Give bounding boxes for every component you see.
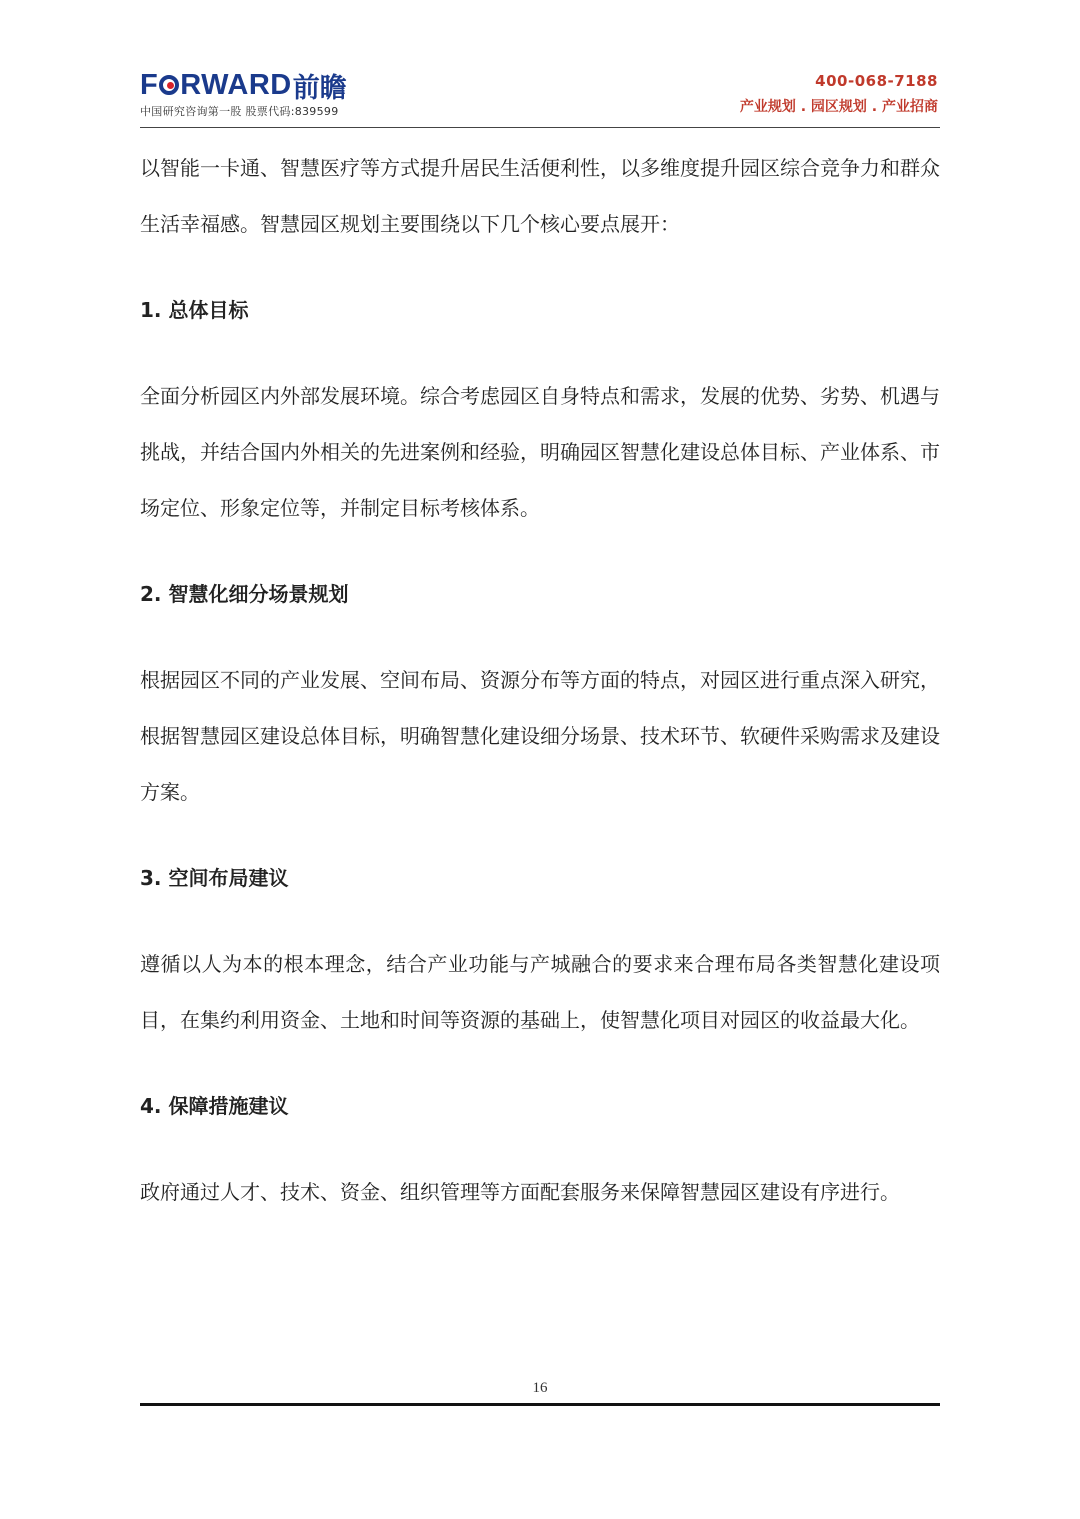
section-3-heading: 3. 空间布局建议 (140, 866, 289, 890)
service-list: 产业规划 . 园区规划 . 产业招商 (739, 99, 938, 115)
brand-en (140, 69, 292, 102)
page-body (140, 140, 940, 1220)
header-contact (740, 72, 938, 116)
logo-o-mark-icon (159, 75, 179, 95)
brand-cn: 前瞻 (292, 72, 347, 104)
section-2-paragraph: 根据园区不同的产业发展、空间布局、资源分布等方面的特点，对园区进行重点深入研究，根据智慧园区建设总体目标，明确智慧化建设细分场景、技术环节、软硬件采购需求及建设方案。 (140, 668, 940, 804)
section-1-heading: 1. 总体目标 (140, 298, 249, 322)
section-3-paragraph: 遵循以人为本的根本理念，结合产业功能与产城融合的要求来合理布局各类智慧化建设项目，在集约利用资金、土地和时间等资源的基础上，使智慧化项目对园区的收益最大化。 (140, 952, 940, 1032)
footer-divider (140, 1403, 940, 1406)
company-tagline: 中国研究咨询第一股 股票代码:839599 (140, 105, 339, 118)
brand-en-suffix: RWARD (180, 68, 292, 101)
header-divider (140, 127, 940, 128)
phone-number: 400-068-7188 (815, 72, 938, 90)
brand-name (140, 68, 347, 102)
section-4-paragraph: 政府通过人才、技术、资金、组织管理等方面配套服务来保障智慧园区建设有序进行。 (140, 1180, 900, 1204)
section-1-paragraph: 全面分析园区内外部发展环境。综合考虑园区自身特点和需求，发展的优势、劣势、机遇与挑战，并结合国内外相关的先进案例和经验，明确园区智慧化建设总体目标、产业体系、市场定位、形象定位等，并制定目标考核体系。 (140, 384, 940, 520)
section-2-heading: 2. 智慧化细分场景规划 (140, 582, 349, 606)
page-header (140, 68, 940, 128)
brand-en-prefix: F (140, 68, 159, 101)
intro-paragraph: 以智能一卡通、智慧医疗等方式提升居民生活便利性，以多维度提升园区综合竞争力和群众生活幸福感。智慧园区规划主要围绕以下几个核心要点展开： (140, 156, 940, 236)
section-4-heading: 4. 保障措施建议 (140, 1094, 289, 1118)
page-number: 16 (532, 1380, 548, 1396)
forward-logo (140, 68, 347, 119)
